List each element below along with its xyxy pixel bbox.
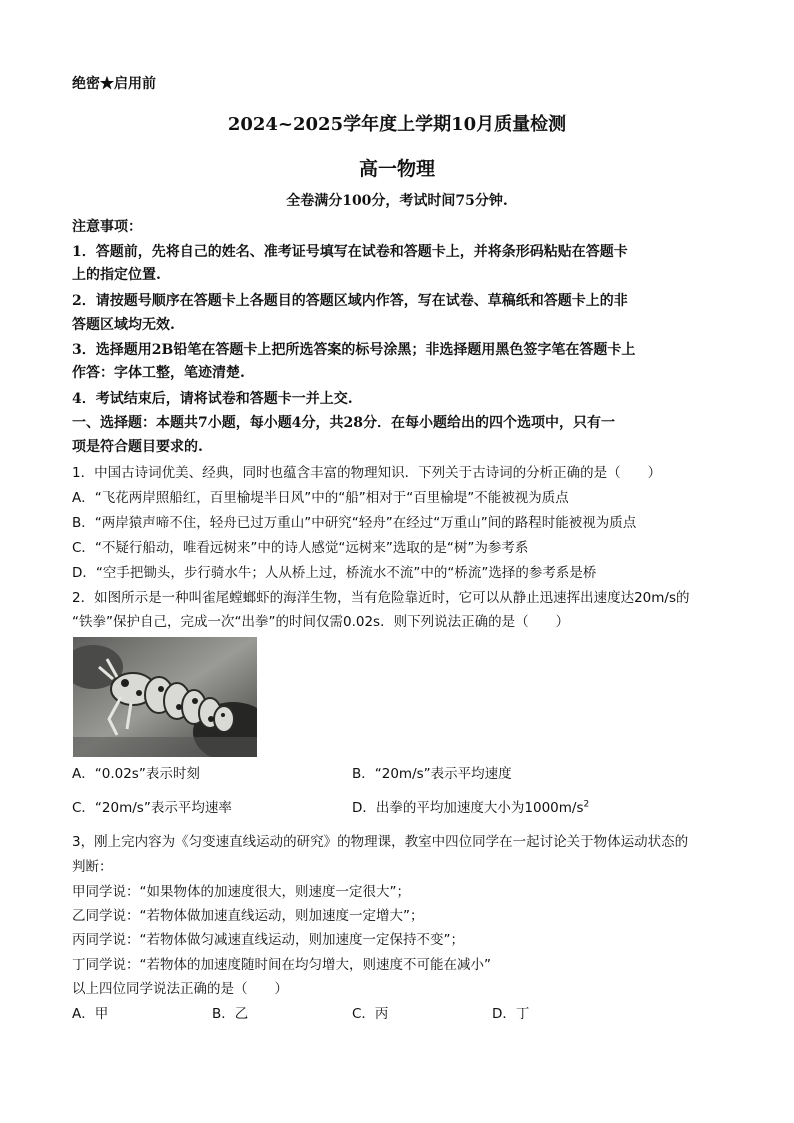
q3-option-c: C．丙 — [352, 1006, 389, 1022]
q2-option-d — [352, 799, 589, 817]
q1-option-d: D．“空手把锄头，步行骑水牛；人从桥上过，桥流水不流”中的“桥流”选择的参考系是桥 — [72, 565, 597, 581]
q3-statement-yi: 乙同学说：“若物体做加速直线运动，则加速度一定增大”； — [72, 908, 424, 924]
q1-stem: 1．中国古诗词优美、经典，同时也蕴含丰富的物理知识．下列关于古诗词的分析正确的是（ ） — [72, 465, 662, 481]
score-info: 全卷满分100分，考试时间75分钟. — [286, 193, 508, 209]
q3-statement-bing: 丙同学说：“若物体做匀减速直线运动，则加速度一定保持不变”； — [72, 932, 464, 948]
exam-subject: 高一物理 — [358, 158, 435, 180]
note-3-line-2: 作答：字体工整，笔迹清楚. — [72, 365, 245, 381]
q2-option-d-text: D．出拳的平均加速度大小为1000m/s — [352, 800, 584, 816]
confidential-label: 绝密★启用前 — [72, 76, 156, 92]
q3-statement-jia: 甲同学说：“如果物体的加速度很大，则速度一定很大”； — [72, 884, 410, 900]
exam-title: 2024~2025学年度上学期10月质量检测 — [227, 114, 567, 135]
mantis-shrimp-photo — [73, 637, 257, 757]
q2-option-d-exponent: 2 — [583, 799, 590, 810]
q2-option-b: B．“20m/s”表示平均速度 — [352, 766, 512, 782]
q1-option-c: C．“不疑行船动，唯看远树来”中的诗人感觉“远树来”选取的是“树”为参考系 — [72, 540, 529, 556]
q2-stem-line-1: 2．如图所示是一种叫雀尾螳螂虾的海洋生物，当有危险靠近时，它可以从静止迅速挥出速度达20m/s的 — [72, 590, 690, 606]
q3-option-a: A．甲 — [72, 1006, 109, 1022]
q2-option-c: C．“20m/s”表示平均速率 — [72, 800, 232, 816]
q1-option-a: A．“飞花两岸照船红，百里榆堤半日风”中的“船”相对于“百里榆堤”不能被视为质点 — [72, 490, 569, 506]
q3-option-d: D．丁 — [492, 1006, 530, 1022]
note-4: 4．考试结束后，请将试卷和答题卡一并上交. — [72, 391, 353, 407]
q2-option-a: A．“0.02s”表示时刻 — [72, 766, 200, 782]
note-1-line-1: 1．答题前，先将自己的姓名、准考证号填写在试卷和答题卡上，并将条形码粘贴在答题卡 — [72, 244, 628, 260]
note-2-line-2: 答题区域均无效. — [72, 317, 175, 333]
q3-statement-ding: 丁同学说：“若物体的加速度随时间在均匀增大，则速度不可能在减小” — [72, 957, 491, 973]
q3-stem-line-2: 判断： — [72, 859, 113, 875]
q3-question: 以上四位同学说法正确的是（ ） — [72, 981, 288, 997]
q3-stem-line-1: 3，刚上完内容为《匀变速直线运动的研究》的物理课，教室中四位同学在一起讨论关于物体运动状态的 — [72, 834, 689, 850]
section-1-heading-line-2: 项是符合题目要求的. — [72, 439, 203, 455]
note-1-line-2: 上的指定位置. — [72, 267, 161, 283]
section-1-heading-line-1: 一、选择题：本题共7小题，每小题4分，共28分．在每小题给出的四个选项中，只有一 — [72, 415, 615, 431]
note-2-line-1: 2．请按题号顺序在答题卡上各题目的答题区域内作答，写在试卷、草稿纸和答题卡上的非 — [72, 293, 628, 309]
q1-option-b: B．“两岸猿声啼不住，轻舟已过万重山”中研究“轻舟”在经过“万重山”间的路程时能被视为质点 — [72, 515, 637, 531]
notes-heading: 注意事项： — [72, 219, 142, 235]
q3-option-b: B．乙 — [212, 1006, 249, 1022]
note-3-line-1: 3．选择题用2B铅笔在答题卡上把所选答案的标号涂黑；非选择题用黑色签字笔在答题卡上 — [72, 342, 636, 358]
q2-stem-line-2: “铁拳”保护自己，完成一次“出拳”的时间仅需0.02s．则下列说法正确的是（ ） — [72, 614, 570, 630]
